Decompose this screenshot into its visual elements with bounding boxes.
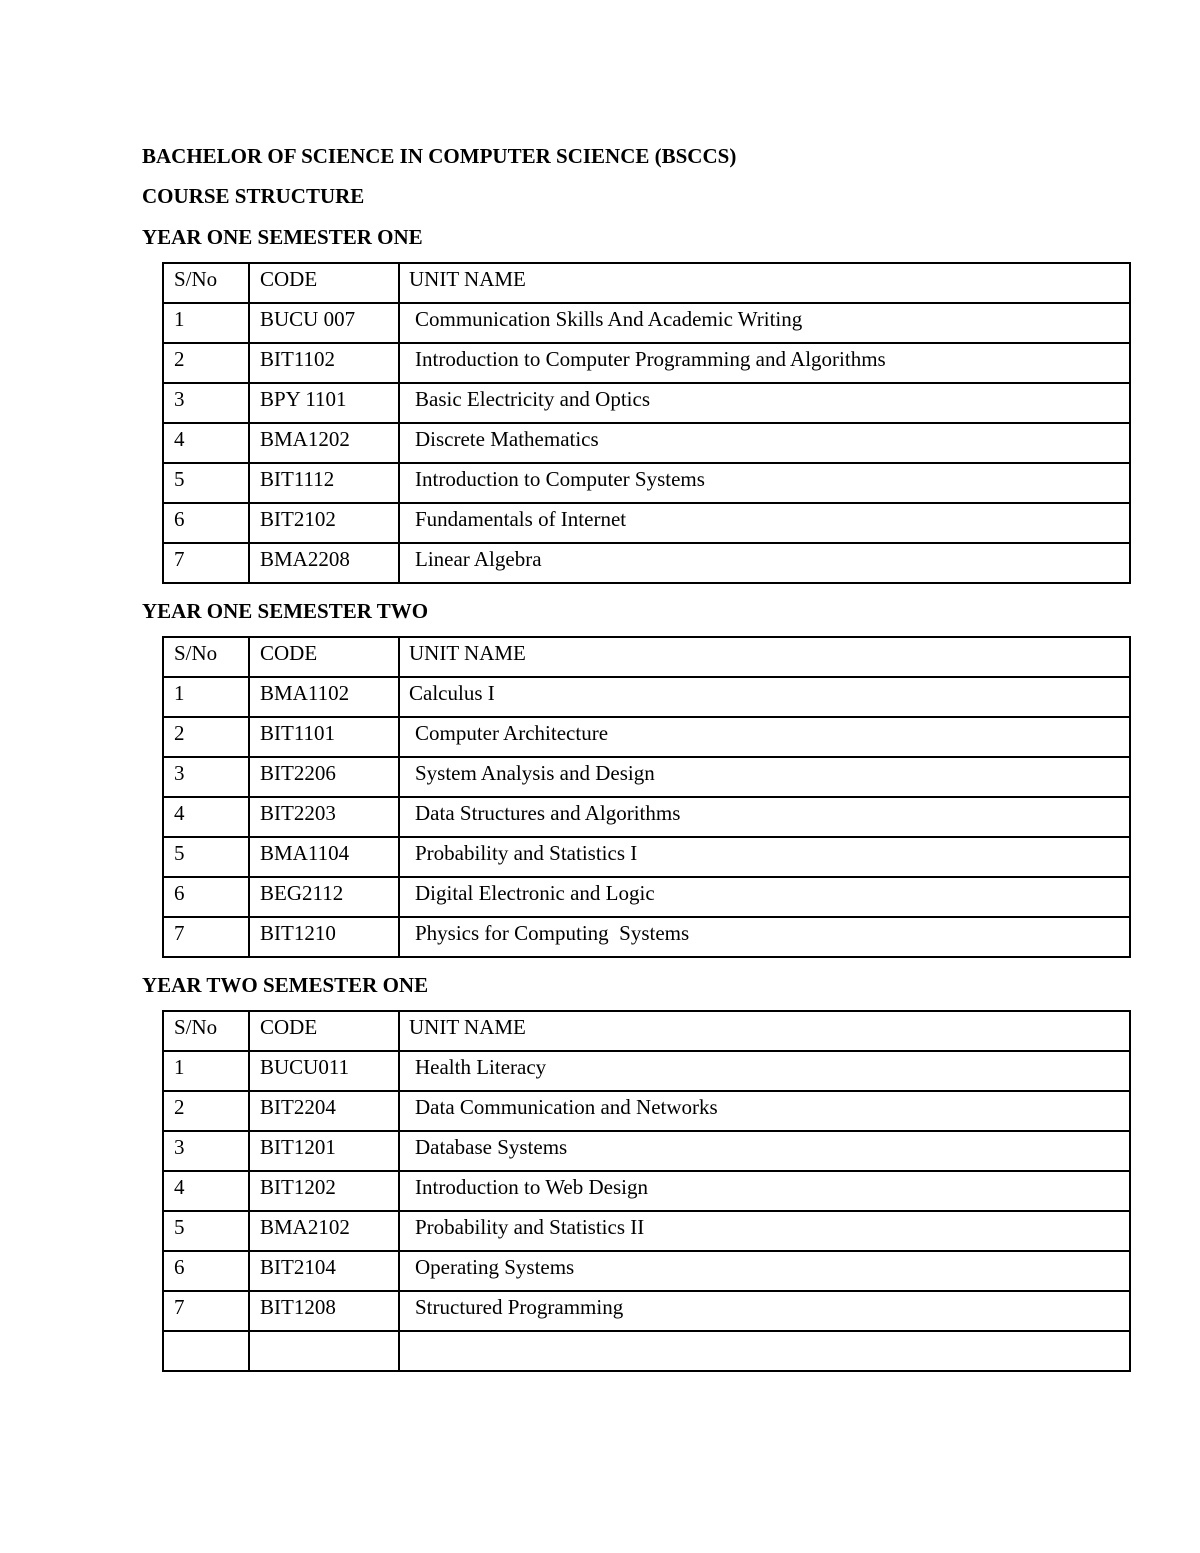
section-heading-y1s2: YEAR ONE SEMESTER TWO [142, 599, 429, 623]
cell-code: BPY 1101 [249, 383, 399, 423]
cell-sno: 5 [163, 837, 249, 877]
cell-code: BMA1202 [249, 423, 399, 463]
table-row [163, 757, 1130, 797]
cell-unit-name: System Analysis and Design [399, 757, 1130, 797]
header-cell-sno: S/No [163, 263, 249, 303]
cell-code: BIT2206 [249, 757, 399, 797]
cell-unit-name [399, 1331, 1130, 1371]
units-table-y1s2 [162, 636, 1131, 958]
cell-sno: 6 [163, 503, 249, 543]
cell-sno: 7 [163, 1291, 249, 1331]
header-cell-unit-name: UNIT NAME [399, 637, 1130, 677]
cell-code: BMA1104 [249, 837, 399, 877]
header-cell-sno: S/No [163, 637, 249, 677]
table-row-empty [163, 1331, 1130, 1371]
cell-unit-name: Data Structures and Algorithms [399, 797, 1130, 837]
cell-code: BIT2104 [249, 1251, 399, 1291]
cell-sno: 2 [163, 717, 249, 757]
table-row [163, 463, 1130, 503]
table-header-row [163, 1011, 1130, 1051]
cell-code: BMA2102 [249, 1211, 399, 1251]
cell-unit-name: Probability and Statistics I [399, 837, 1130, 877]
table-row [163, 343, 1130, 383]
cell-unit-name: Introduction to Computer Systems [399, 463, 1130, 503]
units-table-y1s1 [162, 262, 1131, 584]
cell-code: BIT1208 [249, 1291, 399, 1331]
header-cell-unit-name: UNIT NAME [399, 1011, 1130, 1051]
cell-unit-name: Fundamentals of Internet [399, 503, 1130, 543]
cell-unit-name: Calculus I [399, 677, 1130, 717]
table-row [163, 503, 1130, 543]
table-row [163, 1091, 1130, 1131]
table-row [163, 543, 1130, 583]
cell-unit-name: Communication Skills And Academic Writing [399, 303, 1130, 343]
cell-sno: 7 [163, 917, 249, 957]
table-row [163, 1051, 1130, 1091]
cell-code: BIT2102 [249, 503, 399, 543]
header-cell-code: CODE [249, 637, 399, 677]
table-row [163, 717, 1130, 757]
cell-unit-name: Discrete Mathematics [399, 423, 1130, 463]
section-heading-y1s1: YEAR ONE SEMESTER ONE [142, 225, 423, 249]
cell-sno: 3 [163, 757, 249, 797]
cell-unit-name: Structured Programming [399, 1291, 1130, 1331]
cell-sno: 4 [163, 797, 249, 837]
cell-code: BIT2204 [249, 1091, 399, 1131]
cell-sno: 7 [163, 543, 249, 583]
header-cell-unit-name: UNIT NAME [399, 263, 1130, 303]
cell-code: BIT1202 [249, 1171, 399, 1211]
cell-sno: 3 [163, 1131, 249, 1171]
cell-unit-name: Health Literacy [399, 1051, 1130, 1091]
cell-code [249, 1331, 399, 1371]
cell-code: BIT1201 [249, 1131, 399, 1171]
cell-sno: 4 [163, 423, 249, 463]
table-row [163, 797, 1130, 837]
cell-unit-name: Linear Algebra [399, 543, 1130, 583]
cell-code: BIT1101 [249, 717, 399, 757]
cell-code: BIT2203 [249, 797, 399, 837]
document-subtitle: COURSE STRUCTURE [142, 184, 365, 208]
table-row [163, 837, 1130, 877]
cell-code: BIT1112 [249, 463, 399, 503]
cell-sno: 5 [163, 1211, 249, 1251]
cell-code: BMA2208 [249, 543, 399, 583]
cell-unit-name: Digital Electronic and Logic [399, 877, 1130, 917]
table-row [163, 383, 1130, 423]
table-header-row [163, 263, 1130, 303]
cell-sno: 1 [163, 677, 249, 717]
cell-unit-name: Physics for Computing Systems [399, 917, 1130, 957]
cell-code: BEG2112 [249, 877, 399, 917]
header-cell-sno: S/No [163, 1011, 249, 1051]
table-row [163, 1171, 1130, 1211]
cell-unit-name: Data Communication and Networks [399, 1091, 1130, 1131]
cell-unit-name: Introduction to Web Design [399, 1171, 1130, 1211]
cell-unit-name: Basic Electricity and Optics [399, 383, 1130, 423]
table-row [163, 917, 1130, 957]
cell-sno: 4 [163, 1171, 249, 1211]
table-row [163, 1291, 1130, 1331]
table-header-row [163, 637, 1130, 677]
cell-sno: 1 [163, 1051, 249, 1091]
cell-sno: 2 [163, 1091, 249, 1131]
cell-sno: 5 [163, 463, 249, 503]
cell-code: BUCU011 [249, 1051, 399, 1091]
cell-sno: 6 [163, 1251, 249, 1291]
cell-sno: 2 [163, 343, 249, 383]
cell-sno: 6 [163, 877, 249, 917]
table-row [163, 1251, 1130, 1291]
section-heading-y2s1: YEAR TWO SEMESTER ONE [142, 973, 429, 997]
cell-sno: 1 [163, 303, 249, 343]
cell-code: BMA1102 [249, 677, 399, 717]
document-title: BACHELOR OF SCIENCE IN COMPUTER SCIENCE (BSCCS) [142, 144, 737, 168]
cell-code: BIT1210 [249, 917, 399, 957]
cell-sno: 3 [163, 383, 249, 423]
header-cell-code: CODE [249, 1011, 399, 1051]
cell-unit-name: Computer Architecture [399, 717, 1130, 757]
cell-sno [163, 1331, 249, 1371]
header-cell-code: CODE [249, 263, 399, 303]
table-row [163, 677, 1130, 717]
cell-unit-name: Operating Systems [399, 1251, 1130, 1291]
cell-unit-name: Probability and Statistics II [399, 1211, 1130, 1251]
table-row [163, 423, 1130, 463]
cell-code: BUCU 007 [249, 303, 399, 343]
table-row [163, 1131, 1130, 1171]
table-row [163, 877, 1130, 917]
table-row [163, 303, 1130, 343]
units-table-y2s1 [162, 1010, 1131, 1372]
cell-unit-name: Introduction to Computer Programming and Algorithms [399, 343, 1130, 383]
table-row [163, 1211, 1130, 1251]
cell-code: BIT1102 [249, 343, 399, 383]
cell-unit-name: Database Systems [399, 1131, 1130, 1171]
